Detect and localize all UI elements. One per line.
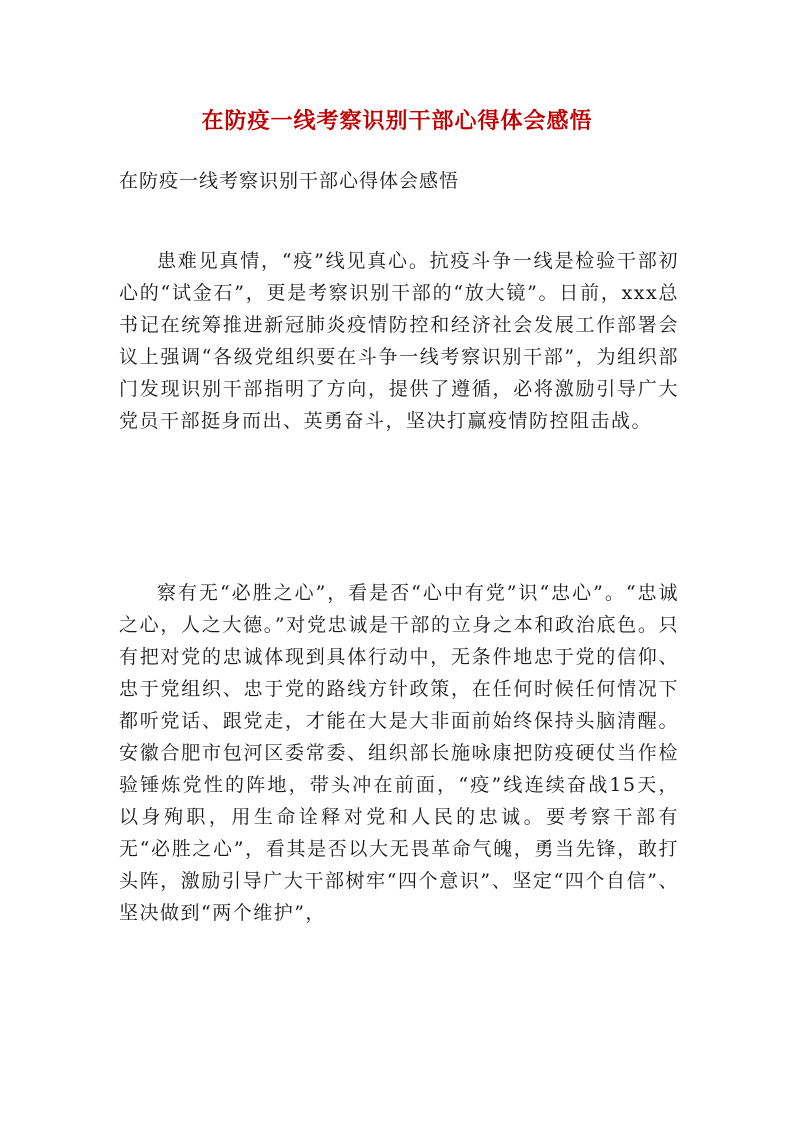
paragraph: 察有无“必胜之心”，看是否“心中有党”识“忠心”。“忠诚之心，人之大德。”对党忠诚是干部的立身之本和政治底色。只有把对党的忠诚体现到具体行动中，无条件地忠于党的信仰、忠于党组织、忠于党的路线方针政策，在任何时候任何情况下都听党话、跟党走，才能在大是大非面前始终保持头脑清醒。安徽合肥市包河区委常委、组织部长施咏康把防疫硬仗当作检验锤炼党性的阵地，带头冲在前面，“疫”线连续奋战15天，以身殉职，用生命诠释对党和人民的忠诚。要考察干部有无“必胜之心”，看其是否以大无畏革命气魄，勇当先锋，敢打头阵，激励引导广大干部树牢“四个意识”、坚定“四个自信”、坚决做到“两个维护”， — [119, 582, 679, 924]
document-subtitle: 在防疫一线考察识别干部心得体会感悟 — [119, 170, 460, 192]
document-title: 在防疫一线考察识别干部心得体会感悟 — [201, 108, 593, 134]
paragraph: 患难见真情，“疫”线见真心。抗疫斗争一线是检验干部初心的“试金石”，更是考察识别干部的“放大镜”。日前，xxx总书记在统筹推进新冠肺炎疫情防控和经济社会发展工作部署会议上强调“各级党组织要在斗争一线考察识别干部”，为组织部门发现识别干部指明了方向，提供了遵循，必将激励引导广大党员干部挺身而出、英勇奋斗，坚决打赢疫情防控阻击战。 — [119, 250, 679, 432]
